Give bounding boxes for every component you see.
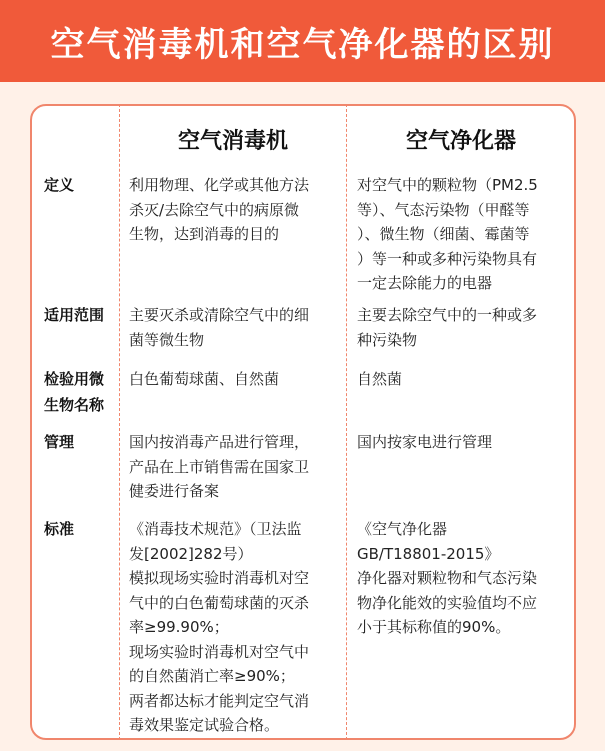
column-header-purifier: 空气净化器 [405,129,516,154]
cell-purifier-standard: 《空气净化器 GB/T18801-2015》 净化器对颗粒物和气态污染 物净化能效的实验值均不应 小于其标称值的90%。 [357,520,538,636]
column-divider-2 [346,104,348,740]
row-label-test-microbe: 检验用微 生物名称 [44,370,105,414]
row-label-scope: 适用范围 [44,306,105,324]
column-divider-1 [119,104,121,740]
cell-disinfector-definition: 利用物理、化学或其他方法 杀灭/去除空气中的病原微 生物，达到消毒的目的 [129,176,310,243]
cell-disinfector-management: 国内按消毒产品进行管理， 产品在上市销售需在国家卫 健委进行备案 [129,433,310,500]
cell-purifier-management: 国内按家电进行管理 [357,433,493,451]
column-header-disinfector: 空气消毒机 [177,129,288,154]
cell-disinfector-scope: 主要灭杀或清除空气中的细 菌等微生物 [129,306,310,349]
cell-purifier-test-microbe: 自然菌 [357,370,403,388]
row-label-standard: 标准 [44,520,75,538]
cell-purifier-definition: 对空气中的颗粒物（PM2.5 等）、气态污染物（甲醛等 ）、微生物（细菌、霉菌等 ）等一种或多种污染物具有 一定去除能力的电器 [357,176,538,292]
cell-disinfector-standard: 《消毒技术规范》（卫法监 发[2002]282号） 模拟现场实验时消毒机对空 气中的白色葡萄球菌的灭杀 率≥99.90%； 现场实验时消毒机对空气中 的自然菌消亡率≥90%； 两者都达标才能判定空气消 毒效果鉴定试验合格。 [129,520,310,734]
row-label-management: 管理 [44,433,75,451]
page-title: 空气消毒机和空气净化器的区别 [50,24,555,65]
row-label-definition: 定义 [44,176,75,194]
title-banner [0,0,605,82]
cell-disinfector-test-microbe: 白色葡萄球菌、自然菌 [129,370,280,388]
cell-purifier-scope: 主要去除空气中的一种或多 种污染物 [357,306,538,349]
